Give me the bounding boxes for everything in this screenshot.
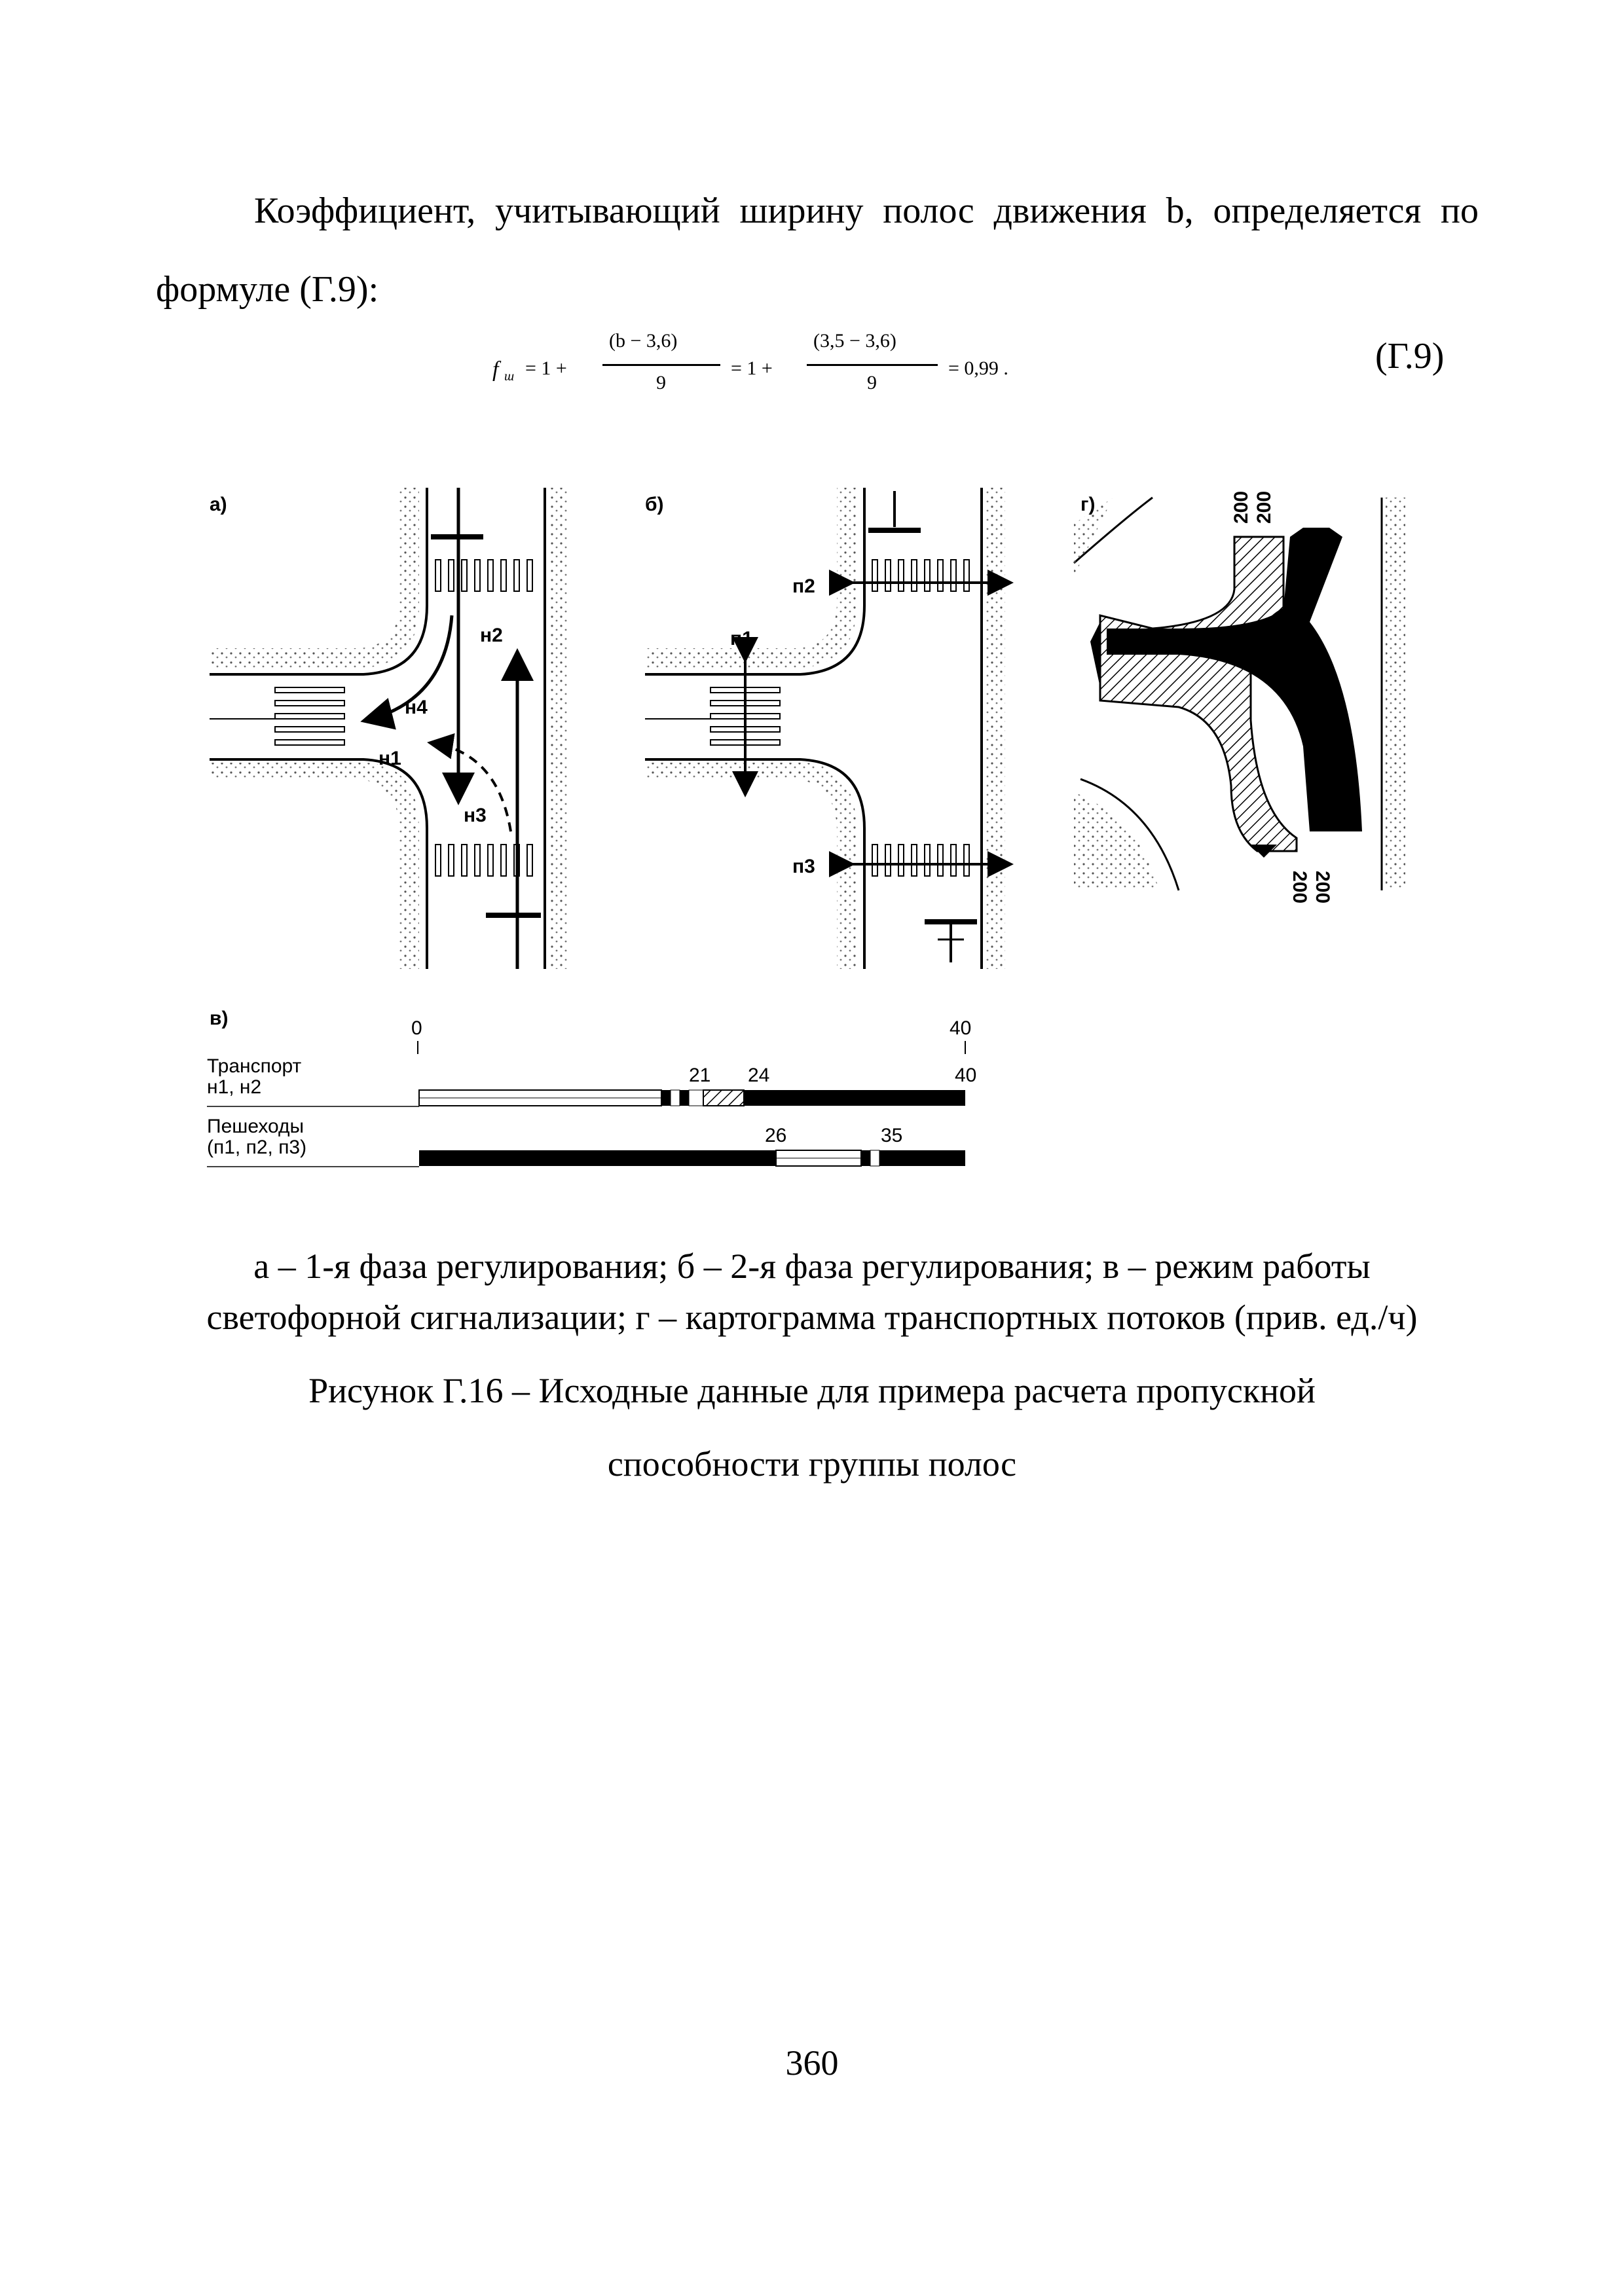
figure-caption xyxy=(118,1241,1506,1343)
figure-title xyxy=(118,1354,1506,1501)
formula-denominator-1: 9 xyxy=(656,372,666,393)
crossing-label-p2: п2 xyxy=(792,575,815,597)
figure-g16 xyxy=(0,458,1624,1198)
formula-numerator-2: (3,5 − 3,6) xyxy=(813,330,896,352)
crosswalk-top xyxy=(435,560,532,591)
flow-hatched-tip xyxy=(1090,622,1100,687)
pedestrians-flash-2 xyxy=(879,1150,889,1166)
pedestrians-tick-26: 26 xyxy=(765,1125,787,1146)
flow-label-n1: н1 xyxy=(378,748,401,769)
formula-lhs: f xyxy=(492,357,499,382)
sidewalk-g-bottom-left xyxy=(1074,792,1159,890)
intro-paragraph xyxy=(156,172,1479,329)
formula-eq1: = 1 + xyxy=(525,357,567,379)
panel-g xyxy=(1074,491,1405,903)
transport-yellow xyxy=(703,1090,744,1106)
transport-flash-gap-2 xyxy=(689,1090,703,1106)
sidewalk-bottom-left xyxy=(210,763,419,969)
row-transport-label-2: н1, н2 xyxy=(207,1076,262,1098)
panel-v xyxy=(207,1008,976,1167)
page-number: 360 xyxy=(785,2043,839,2083)
volume-top-right: 200 xyxy=(1253,490,1275,524)
pedestrians-red xyxy=(419,1150,776,1166)
panel-b-label: б) xyxy=(645,494,664,515)
transport-flash-gap-1 xyxy=(671,1090,680,1106)
transport-flash-2 xyxy=(680,1090,689,1106)
transport-tick-40: 40 xyxy=(955,1065,977,1086)
paragraph-line-1: Коэффициент, учитывающий ширину полос движения b, определяется по xyxy=(254,191,1479,231)
transport-red xyxy=(744,1090,965,1106)
pedestrians-tick-35: 35 xyxy=(881,1125,903,1146)
equation-number: (Г.9) xyxy=(1375,336,1445,376)
fraction-bar-1 xyxy=(602,364,720,366)
sidewalk-b-right xyxy=(986,488,1005,969)
axis-end-label: 40 xyxy=(950,1017,972,1039)
fraction-bar-2 xyxy=(807,364,938,366)
panel-b xyxy=(645,488,1008,969)
transport-tick-21: 21 xyxy=(689,1065,711,1086)
volume-top-left: 200 xyxy=(1230,490,1252,524)
panel-g-label: г) xyxy=(1080,494,1096,515)
sidewalk-right xyxy=(549,488,568,969)
sidewalk-b-bottom-left xyxy=(645,763,857,969)
pedestrians-flash-gap xyxy=(870,1150,879,1166)
crossing-label-p1: п1 xyxy=(730,628,753,649)
formula-lhs-subscript: ш xyxy=(504,369,515,384)
flow-label-n3: н3 xyxy=(464,805,487,826)
crosswalk-b-bottom xyxy=(872,845,969,876)
volume-bottom-left: 200 xyxy=(1289,871,1310,904)
formula-eq2: = 1 + xyxy=(731,357,773,379)
pedestrians-flash-1 xyxy=(861,1150,870,1166)
flow-label-n4: н4 xyxy=(405,697,428,718)
formula-numerator-1: (b − 3,6) xyxy=(609,330,678,352)
panel-v-label: в) xyxy=(210,1008,229,1029)
panel-a-label: а) xyxy=(210,494,227,515)
volume-bottom-right: 200 xyxy=(1312,871,1333,904)
axis-start-label: 0 xyxy=(411,1017,422,1039)
figure-title-line-2: способности группы полос xyxy=(607,1444,1017,1484)
sidewalk-top-left xyxy=(210,488,419,668)
caption-line-1: а – 1-я фаза регулирования; б – 2-я фаза регулирования; в – режим работы xyxy=(253,1247,1371,1286)
figure-title-line-1: Рисунок Г.16 – Исходные данные для примера расчета пропускной xyxy=(308,1371,1316,1410)
crosswalk-b-top xyxy=(872,560,969,591)
panel-a xyxy=(210,488,568,969)
caption-line-2: светофорной сигнализации; г – картограмма транспортных потоков (прив. ед./ч) xyxy=(206,1298,1418,1337)
formula-denominator-2: 9 xyxy=(867,372,877,393)
formula-g9 xyxy=(485,327,1139,412)
crossing-label-p3: п3 xyxy=(792,856,815,877)
row-pedestrians-label-1: Пешеходы xyxy=(207,1116,304,1137)
pedestrians-red-2 xyxy=(889,1150,965,1166)
transport-tick-24: 24 xyxy=(748,1065,770,1086)
flow-hatched xyxy=(1100,537,1297,851)
flow-black-tip xyxy=(1290,528,1342,537)
sidewalk-g-right xyxy=(1386,498,1405,890)
formula-result: = 0,99 . xyxy=(948,357,1008,379)
transport-flash-1 xyxy=(661,1090,671,1106)
row-pedestrians-label-2: (п1, п2, п3) xyxy=(207,1137,307,1158)
row-transport-label-1: Транспорт xyxy=(207,1055,302,1077)
crosswalk-left xyxy=(275,687,344,745)
flow-label-n2: н2 xyxy=(480,625,503,646)
paragraph-line-2: формуле (Г.9): xyxy=(156,269,379,310)
